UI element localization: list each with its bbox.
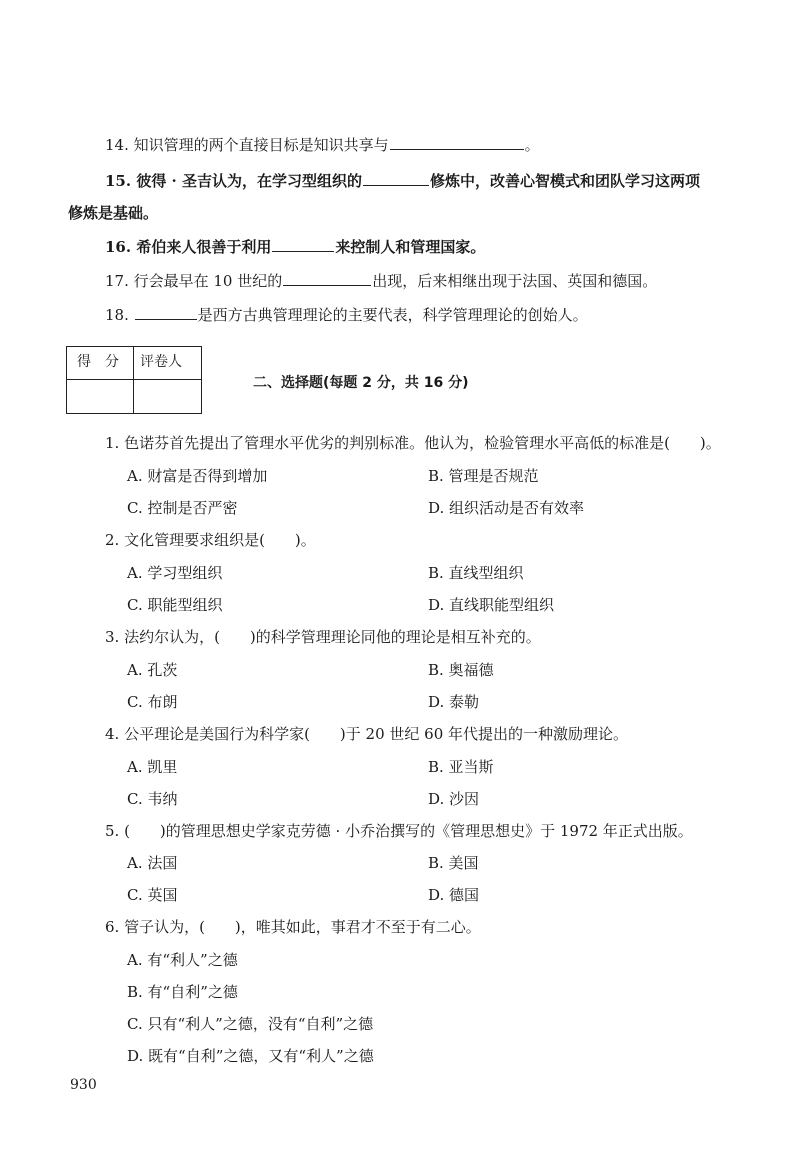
option-d[interactable]: D. 德国 (428, 886, 480, 904)
grader-label: 评卷人 (134, 347, 201, 380)
question-16 (105, 236, 485, 257)
option-d[interactable]: D. 直线职能型组织 (428, 596, 555, 614)
option-b[interactable]: B. 有“自利”之德 (127, 983, 238, 1001)
question-17 (105, 270, 657, 291)
option-d[interactable]: D. 泰勒 (428, 693, 480, 711)
option-b[interactable]: B. 美国 (428, 854, 479, 872)
option-b[interactable]: B. 管理是否规范 (428, 467, 539, 485)
question-15-text-2: 修炼中，改善心智模式和团队学习这两项 (430, 172, 701, 190)
grader-cell[interactable] (134, 380, 201, 413)
option-c[interactable]: C. 英国 (127, 886, 178, 904)
option-d[interactable]: D. 沙因 (428, 790, 480, 808)
question-16-text: 16. 希伯来人很善于利用 (105, 238, 272, 256)
score-cell[interactable] (67, 380, 134, 413)
page-number: 930 (70, 1077, 97, 1093)
score-label: 得 分 (67, 347, 134, 380)
mc-question-6: 6. 管子认为，( )，唯其如此，事君才不至于有二心。 (105, 918, 481, 936)
option-d[interactable]: D. 既有“自利”之德，又有“利人”之德 (127, 1047, 374, 1065)
mc-question-3: 3. 法约尔认为，( )的科学管理理论同他的理论是相互补充的。 (105, 628, 541, 646)
question-17-text: 17. 行会最早在 10 世纪的 (105, 272, 283, 290)
section-title: 二、选择题(每题 2 分，共 16 分) (253, 375, 469, 391)
option-c[interactable]: C. 职能型组织 (127, 596, 223, 614)
option-a[interactable]: A. 法国 (127, 854, 178, 872)
answer-blank (135, 304, 197, 320)
answer-blank (272, 236, 334, 252)
question-15-continuation (68, 203, 158, 223)
question-14-tail: 。 (524, 136, 540, 154)
question-14 (105, 134, 540, 155)
option-d[interactable]: D. 组织活动是否有效率 (428, 499, 585, 517)
score-box (66, 346, 202, 414)
question-15-text: 15. 彼得 · 圣吉认为，在学习型组织的 (105, 172, 362, 190)
mc-question-1: 1. 色诺芬首先提出了管理水平优劣的判别标准。他认为，检验管理水平高低的标准是( )。 (105, 434, 721, 452)
question-18-number: 18. (105, 306, 129, 324)
mc-question-5: 5. ( )的管理思想史学家克劳德 · 小乔治撰写的《管理思想史》于 1972 年正式出版。 (105, 822, 693, 840)
option-b[interactable]: B. 亚当斯 (428, 758, 494, 776)
option-a[interactable]: A. 财富是否得到增加 (127, 467, 268, 485)
answer-blank (283, 270, 371, 286)
option-a[interactable]: A. 孔茨 (127, 661, 178, 679)
question-18-text: 是西方古典管理理论的主要代表，科学管理理论的创始人。 (197, 306, 588, 324)
question-15-text-3: 修炼是基础。 (68, 204, 159, 222)
question-15 (105, 170, 700, 191)
question-17-tail: 出现，后来相继出现于法国、英国和德国。 (372, 272, 658, 290)
question-14-text: 14. 知识管理的两个直接目标是知识共享与 (105, 136, 389, 154)
option-c[interactable]: C. 韦纳 (127, 790, 178, 808)
option-c[interactable]: C. 布朗 (127, 693, 178, 711)
option-b[interactable]: B. 奥福德 (428, 661, 494, 679)
mc-question-2: 2. 文化管理要求组织是( )。 (105, 531, 316, 549)
option-c[interactable]: C. 只有“利人”之德，没有“自利”之德 (127, 1015, 374, 1033)
question-18 (105, 304, 588, 325)
answer-blank (363, 170, 429, 186)
answer-blank (390, 134, 524, 150)
mc-question-4: 4. 公平理论是美国行为科学家( )于 20 世纪 60 年代提出的一种激励理论。 (105, 725, 629, 743)
option-b[interactable]: B. 直线型组织 (428, 564, 524, 582)
option-a[interactable]: A. 有“利人”之德 (127, 951, 238, 969)
option-c[interactable]: C. 控制是否严密 (127, 499, 238, 517)
option-a[interactable]: A. 凯里 (127, 758, 178, 776)
option-a[interactable]: A. 学习型组织 (127, 564, 223, 582)
question-16-tail: 来控制人和管理国家。 (335, 238, 486, 256)
